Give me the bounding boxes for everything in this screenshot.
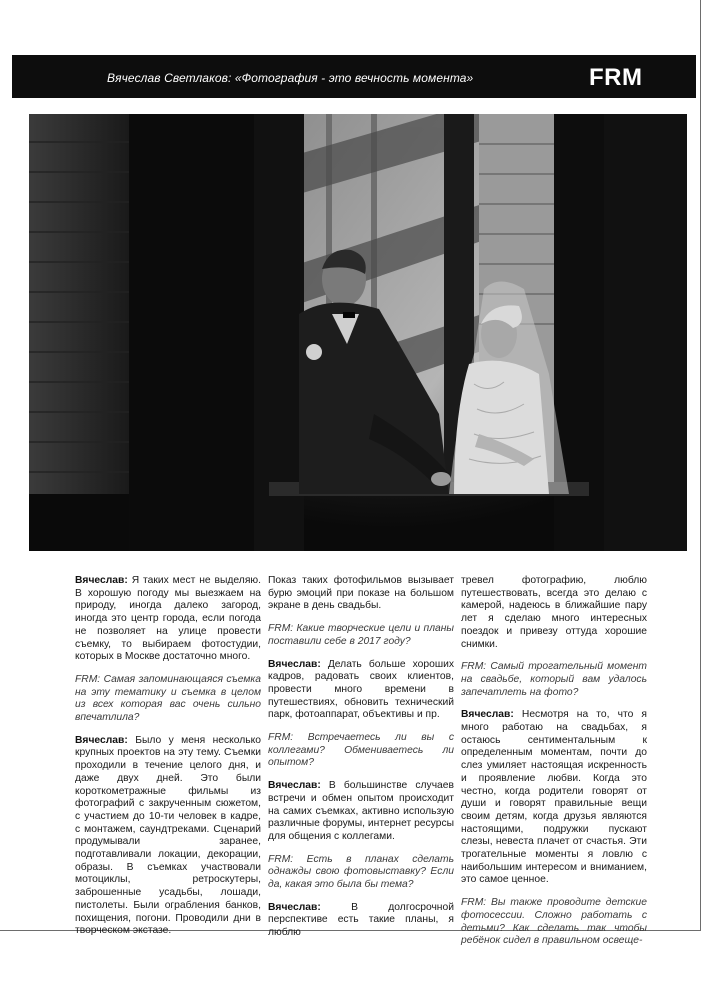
article-column-3 (461, 575, 647, 948)
speaker-name: Вячеслав: (268, 780, 321, 792)
speaker-name: Вячеслав: (268, 901, 321, 913)
answer-paragraph (268, 659, 454, 723)
article-column-1 (75, 575, 261, 938)
answer-text: В долгосрочной перспективе есть такие планы, я люблю (268, 901, 454, 939)
question-paragraph: FRM: Самая запоминающаяся съемка на эту тематику и съемка в целом из всех которая вас очень сильно впечатлила? (75, 673, 261, 724)
text-paragraph: тревел фотографию, люблю путешествовать, всегда это делаю с камерой, надеюсь в ближайшие пару лет я сделаю много интересных поездок и привезу оттуда хорошие снимки. (461, 575, 647, 650)
answer-text: Было у меня несколько крупных проектов на эту тему. Съемки проходили в течение целого дня, и даже двух дней. Это были короткометражные фильмы из фотографий с закрученным сюжетом, с участием до 10-ти человек в кадре, с монтажем, саундтреками. Сценарий продумывали заранее, подготавливали локации, декорации, образы. В съемках участвовали мотоциклы, ретроскутеры, заброшенные усадьбы, лошади, пистолеты. Были ограбления банков, похищения, погони. Проводили дни в творческом экстазе. (75, 734, 261, 937)
answer-text: Я таких мест не выделяю. В хорошую погоду мы выезжаем на природу, иногда далеко загород, иногда это центр города, если погода не позволяет на улице провести съемку, то выбираем фотостудии, которых в Москве достаточно много. (75, 575, 261, 663)
article-column-2 (268, 575, 454, 940)
page-border-right (700, 0, 701, 930)
question-paragraph: FRM: Встречаетесь ли вы с коллегами? Обмениваетесь ли опытом? (268, 732, 454, 769)
answer-paragraph (268, 902, 454, 940)
answer-paragraph (75, 735, 261, 938)
wedding-couple-photo (29, 114, 687, 551)
answer-text: Несмотря на то, что я много работаю на свадьбах, я остаюсь сентиментальным к определенным моментам, почти до слез умиляет настоящая искренность и проявление любви. Когда это честно, когда родители говорят от души и говорят правильные вещи своим детям, когда друзья являются настоящими, подружки пускают слезы, невеста плачет от счастья. Эти трогательные моменты я ловлю с наибольшим интересом и вниманием, это самое ценное. (461, 709, 647, 886)
speaker-name: Вячеслав: (461, 709, 514, 721)
article-title: Вячеслав Светлаков: «Фотография - это вечность момента» (107, 71, 474, 85)
article-header (12, 55, 696, 98)
speaker-name: Вячеслав: (75, 575, 128, 586)
answer-text: Делать больше хороших кадров, радовать своих клиентов, провести много времени в путешествиях, обновить технический парк, фотоаппарат, объективы и пр. (268, 658, 454, 721)
text-paragraph: Показ таких фотофильмов вызывает бурю эмоций при показе на большом экране в день свадьбы. (268, 575, 454, 612)
question-paragraph: FRM: Вы также проводите детские фотосессии. Сложно работать с детьми? Как сделать так чтобы ребёнок сидел в правильном освеще- (461, 897, 647, 947)
answer-paragraph (75, 575, 261, 664)
photo-illustration (29, 114, 687, 551)
brand-logo: FRM (589, 64, 643, 91)
question-paragraph: FRM: Самый трогательный момент на свадьбе, который вам удалось запечатлеть на фото? (461, 661, 647, 698)
answer-paragraph (461, 709, 647, 887)
question-paragraph: FRM: Какие творческие цели и планы поставили себе в 2017 году? (268, 623, 454, 647)
speaker-name: Вячеслав: (268, 658, 321, 670)
answer-text: В большинстве случаев встречи и обмен опытом происходит на самих съемках, активно использую различные форумы, интернет ресурсы для общения с коллегами. (268, 780, 454, 842)
question-paragraph: FRM: Есть в планах сделать однажды свою фотовыставку? Если да, какая это была бы тема? (268, 853, 454, 891)
speaker-name: Вячеслав: (75, 734, 128, 746)
answer-paragraph (268, 780, 454, 844)
